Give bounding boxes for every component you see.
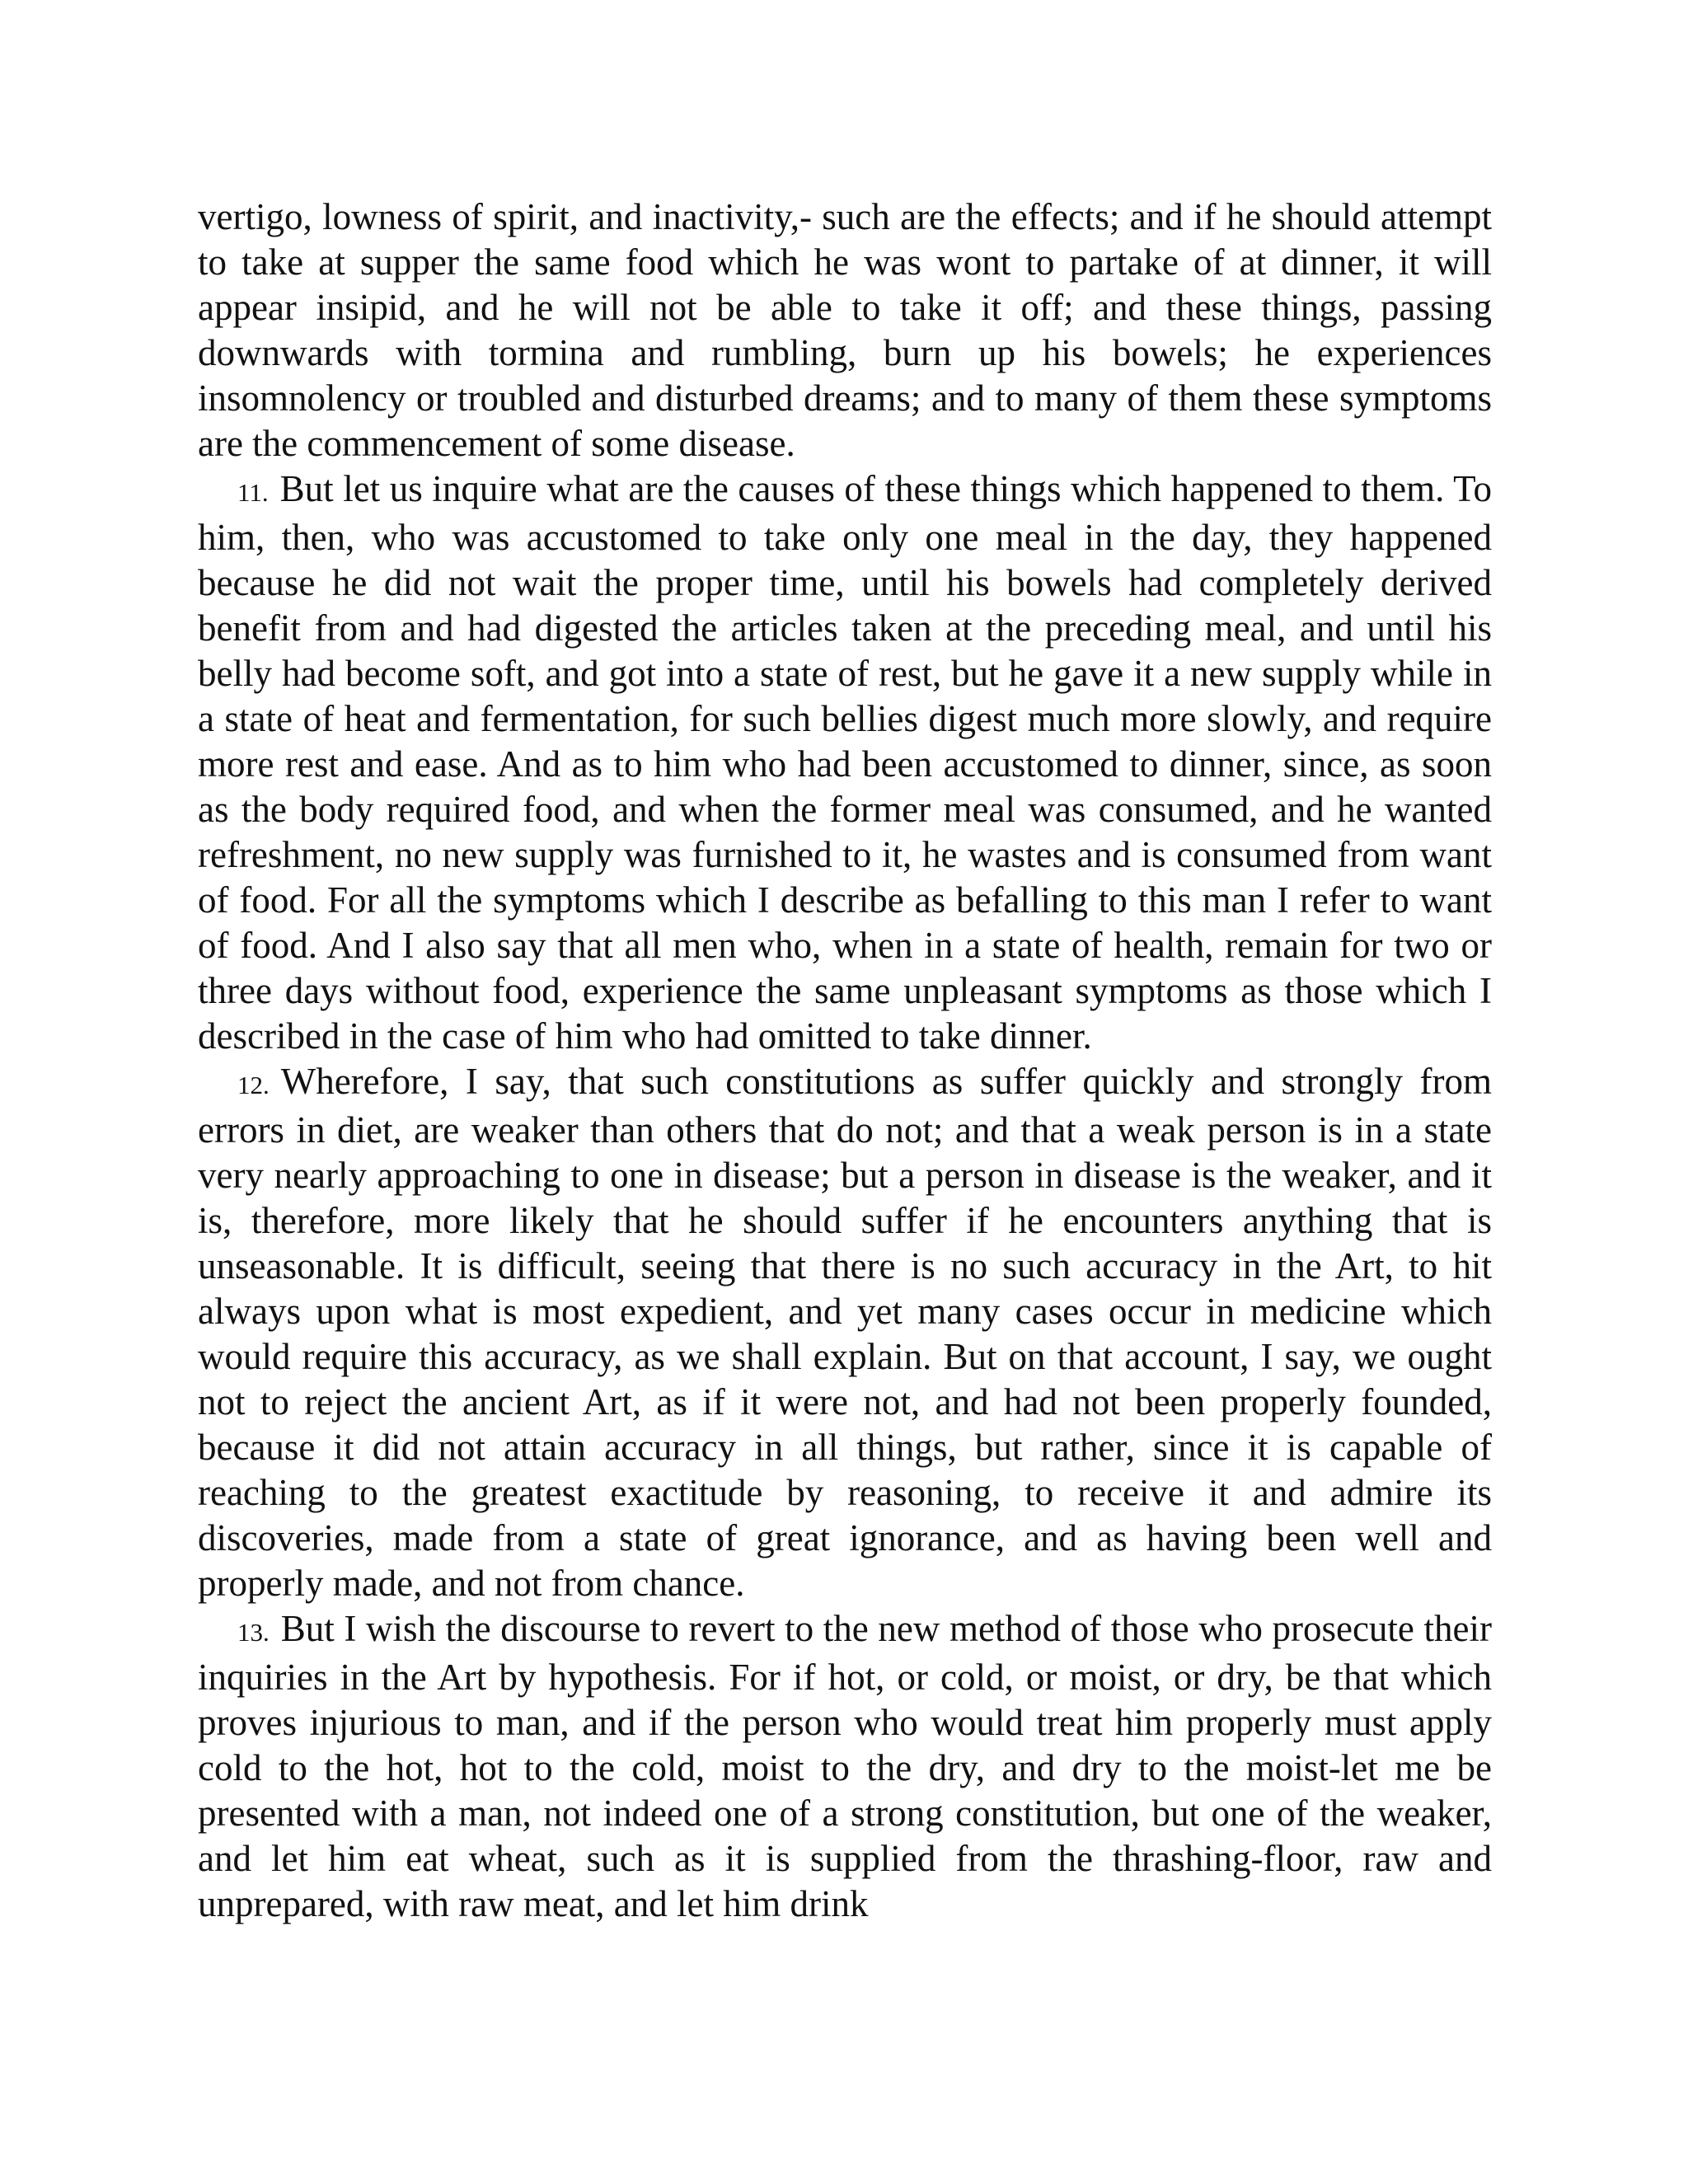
paragraph-text: vertigo, lowness of spirit, and inactivity,- such are the effects; and if he should attempt to take at supper the same food which he was wont to partake of at dinner, it will appear insipid, and he will not be able to take it off; and these things, passing downwards with tormina and rumbling, burn up his bowels; he experiences insomnolency or troubled and disturbed dreams; and to many of them these symptoms are the commencement of some disease. bbox=[198, 196, 1492, 464]
document-page bbox=[198, 194, 1492, 1927]
paragraph-number: 13. bbox=[237, 1618, 270, 1647]
paragraph-number: 11. bbox=[237, 478, 269, 507]
paragraph-text: But I wish the discourse to revert to the new method of those who prosecute their inquiries in the Art by hypothesis. For if hot, or cold, or moist, or dry, be that which proves injurious to man, and if the person who would treat him properly must apply cold to the hot, hot to the cold, moist to the dry, and dry to the moist-let me be presented with a man, not indeed one of a strong constitution, but one of the weaker, and let him eat wheat, such as it is supplied from the thrashing-floor, raw and unprepared, with raw meat, and let him drink bbox=[198, 1608, 1492, 1924]
paragraph-12 bbox=[198, 1059, 1492, 1606]
paragraph-13 bbox=[198, 1606, 1492, 1927]
paragraph-text: But let us inquire what are the causes of these things which happened to them. To him, then, who was accustomed to take only one meal in the day, they happened because he did not wait the proper time, until his bowels had completely derived benefit from and had digested the articles taken at the preceding meal, and until his belly had become soft, and got into a state of rest, but he gave it a new supply while in a state of heat and fermentation, for such bellies digest much more slowly, and require more rest and ease. And as to him who had been accustomed to dinner, since, as soon as the body required food, and when the former meal was consumed, and he wanted refreshment, no new supply was furnished to it, he wastes and is consumed from want of food. For all the symptoms which I describe as befalling to this man I refer to want of food. And I also say that all men who, when in a state of health, remain for two or three days without food, experience the same unpleasant symptoms as those which I described in the case of him who had omitted to take dinner. bbox=[198, 468, 1492, 1057]
paragraph-11 bbox=[198, 466, 1492, 1059]
paragraph-number: 12. bbox=[237, 1071, 270, 1099]
paragraph-text: Wherefore, I say, that such constitutions as suffer quickly and strongly from errors in diet, are weaker than others that do not; and that a weak person is in a state very nearly approaching to one in disease; but a person in disease is the weaker, and it is, therefore, more likely that he should suffer if he encounters anything that is unseasonable. It is difficult, seeing that there is no such accuracy in the Art, to hit always upon what is most expedient, and yet many cases occur in medicine which would require this accuracy, as we shall explain. But on that account, I say, we ought not to reject the ancient Art, as if it were not, and had not been properly founded, because it did not attain accuracy in all things, but rather, since it is capable of reaching to the greatest exactitude by reasoning, to receive it and admire its discoveries, made from a state of great ignorance, and as having been well and properly made, and not from chance. bbox=[198, 1061, 1492, 1604]
paragraph-continuation bbox=[198, 194, 1492, 466]
